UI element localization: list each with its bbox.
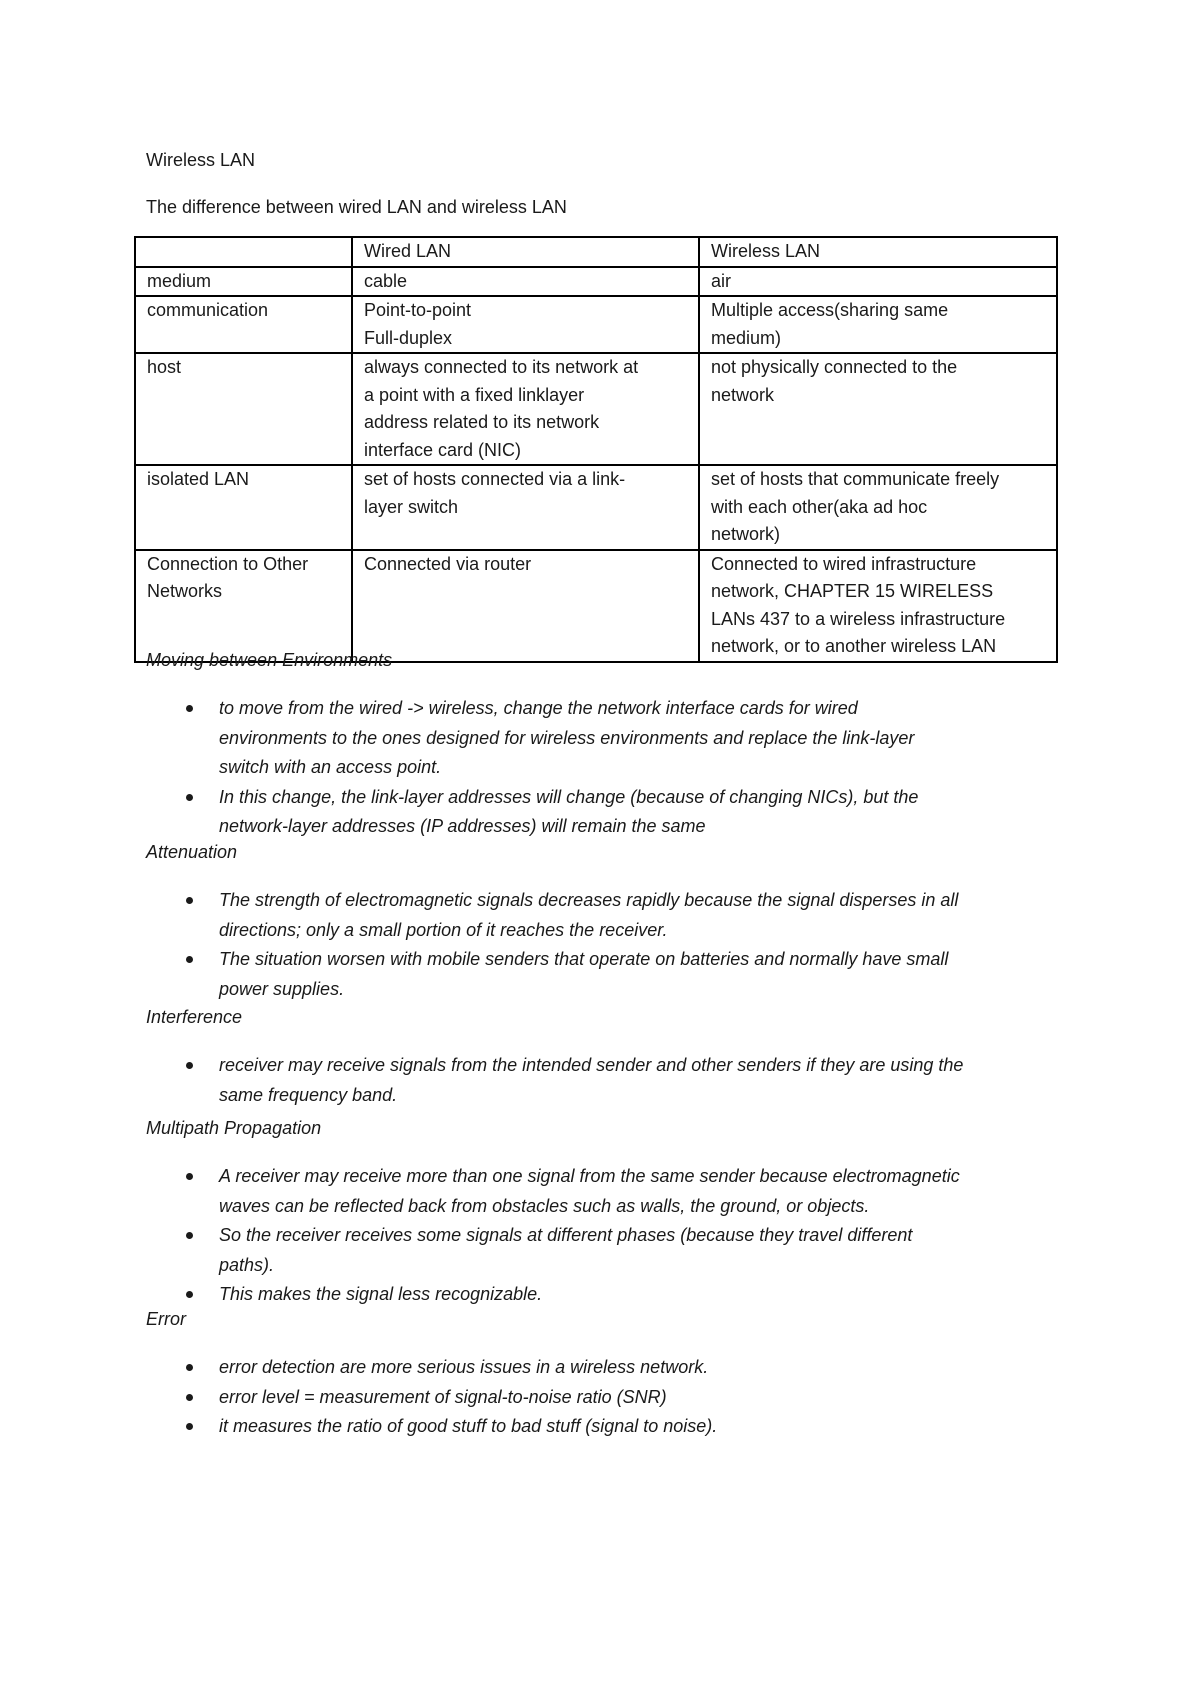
bullet-icon (186, 1423, 193, 1430)
list-item (146, 1221, 1066, 1280)
bullet-line: error level = measurement of signal-to-noise ratio (SNR) (219, 1386, 667, 1407)
bullet-line: same frequency band. (219, 1084, 398, 1105)
list-item (146, 1162, 1066, 1221)
section-heading: Interference (146, 1007, 243, 1027)
bullet-icon (186, 1062, 193, 1069)
bullet-line: power supplies. (219, 978, 345, 999)
bullet-list (146, 1051, 1066, 1110)
cell-line: network) (711, 524, 781, 544)
bullet-line: directions; only a small portion of it reaches the receiver. (219, 919, 668, 940)
table-cell-wired (352, 296, 699, 353)
bullet-line: environments to the ones designed for wireless environments and replace the link-layer (219, 727, 915, 748)
section-heading: Moving between Environments (146, 650, 393, 670)
section (146, 840, 1066, 1004)
cell-line: always connected to its network at (364, 357, 639, 377)
bullet-line: network-layer addresses (IP addresses) will remain the same (219, 816, 706, 836)
cell-line: set of hosts connected via a link- (364, 469, 626, 489)
list-item (146, 1383, 1066, 1413)
list-item (146, 1280, 1066, 1310)
bullet-line: In this change, the link-layer addresses will change (because of changing NICs), but the (219, 786, 919, 807)
bullet-line: switch with an access point. (219, 757, 442, 777)
bullet-icon (186, 794, 193, 801)
bullet-list (146, 694, 1066, 842)
bullet-icon (186, 1394, 193, 1401)
cell-line: network, or to another wireless LAN (711, 636, 997, 656)
table-cell-wired (352, 465, 699, 550)
bullet-line: it measures the ratio of good stuff to bad stuff (signal to noise). (219, 1416, 718, 1436)
cell-line: with each other(aka ad hoc (711, 496, 928, 517)
table-cell-wireless (699, 267, 1057, 297)
cell-line: not physically connected to the (711, 357, 958, 377)
comparison-table (134, 236, 1058, 663)
bullet-icon (186, 1291, 193, 1298)
cell-line: a point with a fixed linklayer (364, 384, 585, 405)
cell-line: medium (147, 270, 212, 291)
cell-line: Connected via router (364, 553, 532, 574)
table-header-cell: Wireless LAN (699, 237, 1057, 267)
bullet-line: waves can be reflected back from obstacles such as walls, the ground, or objects. (219, 1195, 870, 1216)
table-cell-wireless (699, 353, 1057, 465)
bullet-icon (186, 897, 193, 904)
bullet-line: receiver may receive signals from the intended sender and other senders if they are using the (219, 1055, 964, 1075)
list-item (146, 1412, 1066, 1442)
bullet-line: paths). (219, 1254, 275, 1275)
cell-line: medium) (711, 327, 782, 348)
bullet-icon (186, 1364, 193, 1371)
bullet-line: A receiver may receive more than one signal from the same sender because electromagnetic (219, 1166, 960, 1186)
table-row (135, 296, 1057, 353)
bullet-line: The situation worsen with mobile senders that operate on batteries and normally have small (219, 949, 949, 969)
cell-line: host (147, 357, 182, 377)
list-item (146, 1353, 1066, 1383)
table-cell-wired (352, 267, 699, 297)
list-item (146, 1051, 1066, 1110)
table-header-cell: Wired LAN (352, 237, 699, 267)
table-cell-label (135, 353, 352, 465)
bullet-line: to move from the wired -> wireless, change the network interface cards for wired (219, 698, 858, 718)
cell-line: LANs 437 to a wireless infrastructure (711, 608, 1006, 629)
cell-line: Point-to-point (364, 300, 472, 320)
table-cell-label (135, 296, 352, 353)
section (146, 1005, 1066, 1110)
table-row (135, 550, 1057, 662)
table-row (135, 353, 1057, 465)
table-row (135, 267, 1057, 297)
cell-line: set of hosts that communicate freely (711, 469, 1000, 489)
bullet-icon (186, 705, 193, 712)
cell-line: layer switch (364, 496, 459, 517)
bullet-list (146, 1353, 1066, 1442)
table-header-cell (135, 237, 352, 267)
table-cell-wireless (699, 550, 1057, 662)
bullet-icon (186, 1232, 193, 1239)
section (146, 648, 1066, 842)
cell-line: network (711, 384, 775, 405)
cell-line: network, CHAPTER 15 WIRELESS (711, 581, 994, 601)
bullet-list (146, 886, 1066, 1004)
bullet-line: So the receiver receives some signals at different phases (because they travel different (219, 1225, 913, 1245)
table-row (135, 465, 1057, 550)
cell-line: Full-duplex (364, 327, 453, 348)
cell-line: Multiple access(sharing same (711, 300, 949, 320)
cell-line: cable (364, 270, 408, 291)
cell-line: air (711, 270, 732, 291)
list-item (146, 783, 1066, 842)
bullet-list (146, 1162, 1066, 1310)
section (146, 1116, 1066, 1310)
bullet-icon (186, 1173, 193, 1180)
cell-line: address related to its network (364, 412, 600, 432)
section-heading: Attenuation (146, 842, 238, 862)
table-cell-wireless (699, 465, 1057, 550)
cell-line: Connection to Other (147, 553, 309, 574)
bullet-line: error detection are more serious issues in a wireless network. (219, 1357, 709, 1377)
section-heading: Multipath Propagation (146, 1118, 322, 1138)
section (146, 1307, 1066, 1442)
table-cell-wired (352, 353, 699, 465)
table-cell-label (135, 267, 352, 297)
table-cell-label (135, 550, 352, 662)
cell-line: Connected to wired infrastructure (711, 553, 977, 574)
bullet-line: The strength of electromagnetic signals decreases rapidly because the signal disperses in all (219, 890, 959, 910)
cell-line: isolated LAN (147, 469, 250, 489)
list-item (146, 945, 1066, 1004)
section-heading: Error (146, 1309, 186, 1329)
bullet-line: This makes the signal less recognizable. (219, 1284, 543, 1304)
list-item (146, 694, 1066, 783)
table-cell-wireless (699, 296, 1057, 353)
cell-line: communication (147, 300, 269, 320)
bullet-icon (186, 956, 193, 963)
table-cell-label (135, 465, 352, 550)
document-subtitle: The difference between wired LAN and wireless LAN (146, 197, 567, 217)
cell-line: Networks (147, 581, 223, 601)
table-cell-wired (352, 550, 699, 662)
cell-line: interface card (NIC) (364, 439, 522, 460)
list-item (146, 886, 1066, 945)
table-header-row (135, 237, 1057, 267)
document-title: Wireless LAN (146, 150, 256, 170)
